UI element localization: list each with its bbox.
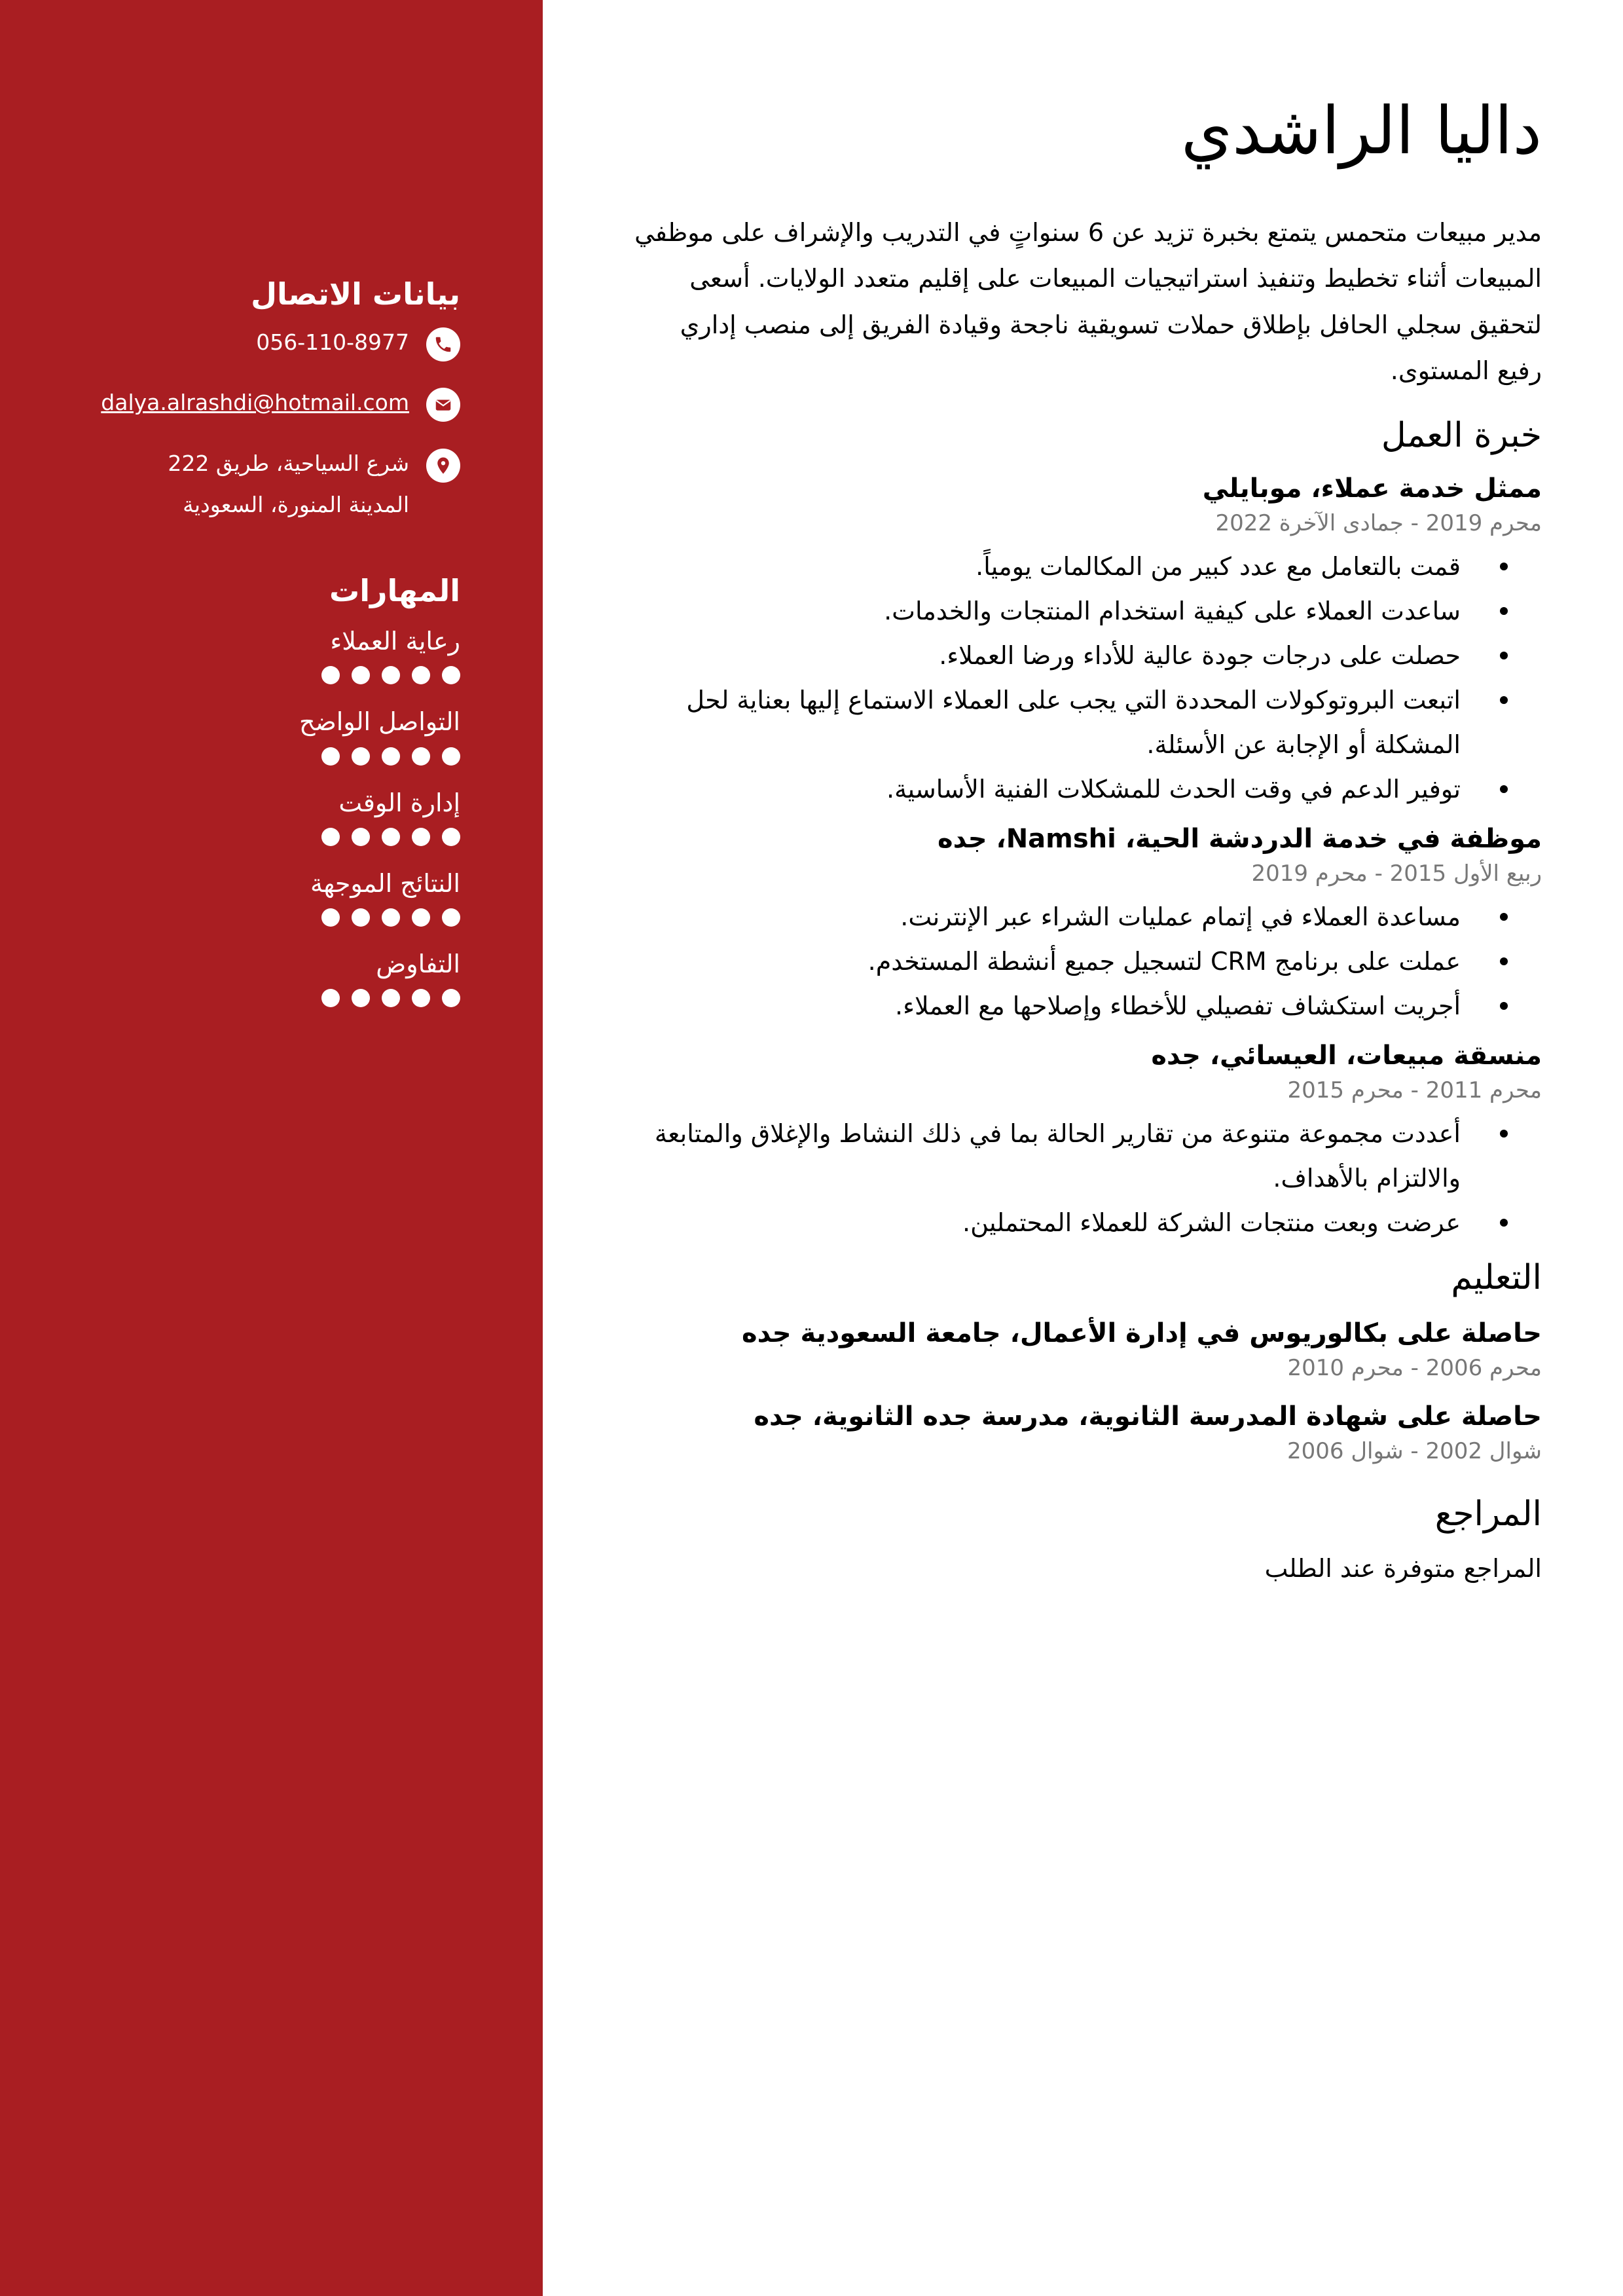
skill-name: إدارة الوقت <box>338 788 460 817</box>
skill-item <box>41 866 460 927</box>
rating-dot <box>382 747 400 766</box>
rating-dot <box>321 908 340 927</box>
rating-dot <box>321 747 340 766</box>
rating-dot <box>442 666 460 684</box>
email-icon <box>426 388 460 422</box>
sidebar-content <box>41 275 460 1027</box>
contact-address <box>41 449 460 525</box>
rating-dot <box>352 989 370 1007</box>
job-title: منسقة مبيعات، العيسائي، جده <box>1151 1041 1542 1071</box>
rating-dot <box>321 828 340 846</box>
phone-icon <box>426 327 460 361</box>
education-dates: شوال 2002 - شوال 2006 <box>1287 1437 1542 1464</box>
job-bullets <box>629 544 1542 811</box>
address-line-1: شرع السياحية، طريق 222 <box>168 451 409 477</box>
job-bullet: أعددت مجموعة متنوعة من تقارير الحالة بما في ذلك النشاط والإغلاق والمتابعة والالتزام بالأهداف. <box>629 1111 1461 1200</box>
skill-rating <box>41 666 460 684</box>
skills-section <box>41 572 460 1007</box>
job-bullet: حصلت على درجات جودة عالية للأداء ورضا العملاء. <box>629 633 1461 678</box>
skill-rating <box>41 747 460 766</box>
skill-rating <box>41 989 460 1007</box>
skill-rating <box>41 828 460 846</box>
job-bullet: عملت على برنامج CRM لتسجيل جميع أنشطة المستخدم. <box>629 939 1461 984</box>
job-bullet: مساعدة العملاء في إتمام عمليات الشراء عبر الإنترنت. <box>629 895 1461 939</box>
skill-item <box>41 946 460 1007</box>
degree-title: حاصلة على شهادة المدرسة الثانوية، مدرسة جده الثانوية، جده <box>754 1401 1542 1432</box>
job-title: ممثل خدمة عملاء، موبايلي <box>1202 473 1542 504</box>
skill-item <box>41 704 460 765</box>
contact-email <box>41 388 460 424</box>
skill-item <box>41 623 460 684</box>
main-content <box>629 92 1542 1589</box>
address-line-2: المدينة المنورة، السعودية <box>183 491 409 517</box>
skill-item <box>41 785 460 846</box>
job-entry <box>629 821 1542 1028</box>
rating-dot <box>352 828 370 846</box>
degree-title: حاصلة على بكالوريوس في إدارة الأعمال، جامعة السعودية جده <box>741 1318 1542 1348</box>
rating-dot <box>442 828 460 846</box>
job-dates: محرم 2019 - جمادى الآخرة 2022 <box>1215 509 1542 536</box>
rating-dot <box>412 747 430 766</box>
email-link[interactable]: dalya.alrashdi@hotmail.com <box>101 390 409 416</box>
references-heading: المراجع <box>1434 1494 1542 1534</box>
rating-dot <box>352 908 370 927</box>
education-entry <box>629 1398 1542 1468</box>
rating-dot <box>412 989 430 1007</box>
job-entry <box>629 1037 1542 1245</box>
job-bullet: اتبعت البروتوكولات المحددة التي يجب على العملاء الاستماع إليها بعناية لحل المشكلة أو الإجابة عن الأسئلة. <box>629 678 1461 767</box>
education-dates: محرم 2006 - محرم 2010 <box>1287 1354 1542 1381</box>
rating-dot <box>442 989 460 1007</box>
job-bullet: أجريت استكشاف تفصيلي للأخطاء وإصلاحها مع العملاء. <box>629 984 1461 1028</box>
job-dates: ربيع الأول 2015 - محرم 2019 <box>1251 861 1542 887</box>
job-entry <box>629 470 1542 811</box>
job-dates: محرم 2011 - محرم 2015 <box>1287 1077 1542 1104</box>
rating-dot <box>412 908 430 927</box>
profile-summary: مدير مبيعات متحمس يتمتع بخبرة تزيد عن 6 سنواتٍ في التدريب والإشراف على موظفي المبيعات أثناء تخطيط وتنفيذ استراتيجيات المبيعات على إقليم متعدد الولايات. أسعى لتحقيق سجلي الحافل بإطلاق حملات تسويقية ناجحة وقيادة الفريق إلى منصب إداري رفيع المستوى. <box>634 218 1542 385</box>
rating-dot <box>412 666 430 684</box>
rating-dot <box>321 989 340 1007</box>
job-title: موظفة في خدمة الدردشة الحية، Namshi، جده <box>938 824 1542 855</box>
rating-dot <box>382 908 400 927</box>
address <box>168 443 409 525</box>
references-text: المراجع متوفرة عند الطلب <box>1264 1553 1542 1583</box>
rating-dot <box>321 666 340 684</box>
skill-name: رعاية العملاء <box>330 627 460 656</box>
rating-dot <box>412 828 430 846</box>
rating-dot <box>382 989 400 1007</box>
phone-number: 056-110-8977 <box>256 329 409 355</box>
candidate-name: داليا الراشدي <box>1181 92 1542 169</box>
job-bullet: ساعدت العملاء على كيفية استخدام المنتجات والخدمات. <box>629 589 1461 633</box>
rating-dot <box>352 747 370 766</box>
skill-name: النتائج الموجهة <box>310 868 460 898</box>
rating-dot <box>382 666 400 684</box>
job-bullets <box>629 1111 1542 1245</box>
rating-dot <box>442 908 460 927</box>
skill-name: التفاوض <box>376 949 460 978</box>
education-heading: التعليم <box>1451 1258 1542 1298</box>
contact-phone <box>41 327 460 363</box>
skill-rating <box>41 908 460 927</box>
rating-dot <box>382 828 400 846</box>
rating-dot <box>352 666 370 684</box>
skill-name: التواصل الواضح <box>299 707 460 737</box>
skills-heading: المهارات <box>329 572 460 608</box>
contact-heading: بيانات الاتصال <box>251 276 460 312</box>
job-bullet: توفير الدعم في وقت الحدث للمشكلات الفنية الأساسية. <box>629 767 1461 811</box>
email-address[interactable] <box>101 382 409 424</box>
sidebar <box>0 0 543 2296</box>
location-pin-icon <box>426 449 460 483</box>
education-entry <box>629 1315 1542 1385</box>
job-bullets <box>629 895 1542 1028</box>
experience-heading: خبرة العمل <box>1381 416 1542 456</box>
job-bullet: عرضت وبعت منتجات الشركة للعملاء المحتملين. <box>629 1200 1461 1245</box>
rating-dot <box>442 747 460 766</box>
job-bullet: قمت بالتعامل مع عدد كبير من المكالمات يومياً. <box>629 544 1461 589</box>
